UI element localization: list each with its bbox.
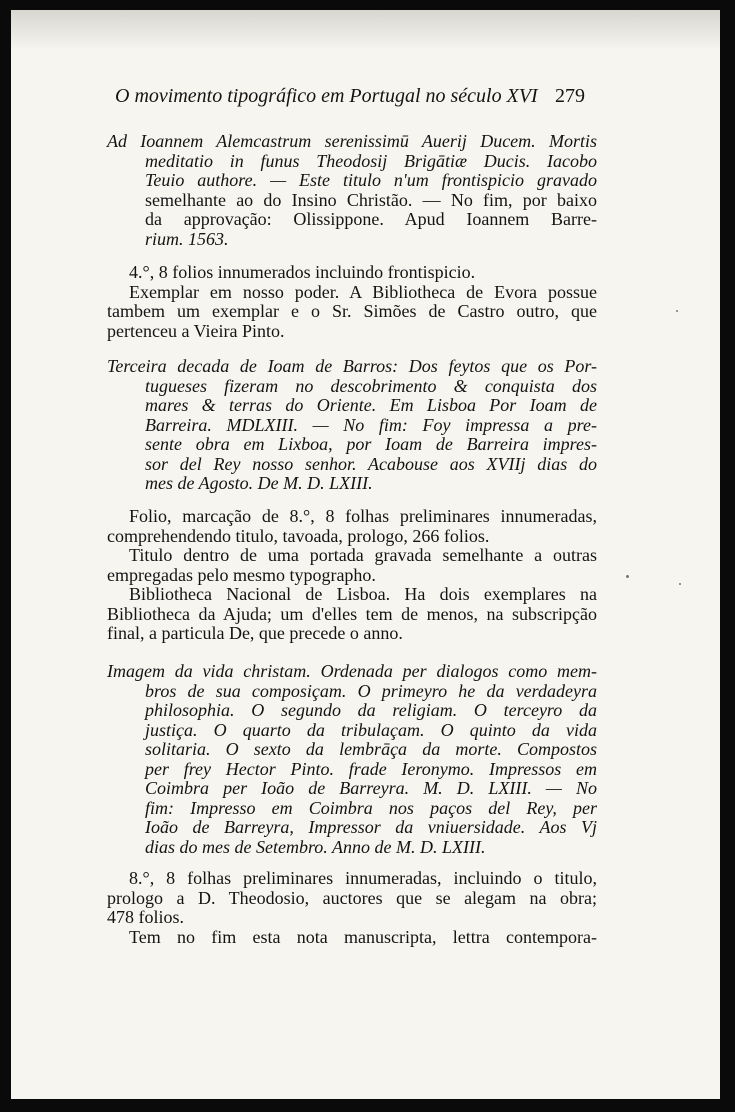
page-number: 279 (555, 85, 585, 107)
entry-title-line: Terceira decada de Ioam de Barros: Dos feytos que os Por- (107, 356, 597, 376)
description-line: comprehendendo titulo, tavoada, prologo, 266 folios. (107, 525, 490, 546)
entry-title-line: mes de Agosto. De M. D. LXIII. (145, 473, 373, 493)
description-line: prologo a D. Theodosio, auctores que se alegam na obra; (107, 887, 597, 908)
print-speck (679, 583, 681, 585)
print-speck (626, 575, 629, 578)
bibliographic-entry (107, 357, 597, 494)
description-line: Tem no fim esta nota manuscripta, lettra contempora- (129, 926, 597, 947)
entry-title-line: Ad Ioannem Alemcastrum serenissimū Auerij Ducem. Mortis (107, 131, 597, 151)
description-line: Bibliotheca da Ajuda; um d'elles tem de menos, na subscripção (107, 603, 597, 624)
description-line: Titulo dentro de uma portada gravada semelhante a outras (129, 545, 597, 565)
description-line: pertenceu a Vieira Pinto. (107, 320, 285, 341)
entry-title-line: semelhante ao do Insino Christão. — No fim, por baixo (145, 189, 597, 210)
bibliographic-entry (107, 132, 597, 249)
description-line: 8.°, 8 folhas preliminares innumeradas, incluindo o titulo, (129, 868, 597, 888)
book-page (11, 10, 720, 1099)
entry-title-line: per frey Hector Pinto. frade Ieronymo. Impressos em (145, 758, 597, 779)
entry-title-line: sente obra em Lixboa, por Ioam de Barreira impres- (145, 434, 597, 454)
description-line: Exemplar em nosso poder. A Bibliotheca de Evora possue (129, 281, 597, 302)
entry-title-line: mares & terras do Oriente. Em Lisboa Por Ioam de (145, 395, 597, 415)
scan-shadow (11, 10, 720, 50)
entry-title-line: tugueses fizeram no descobrimento & conquista dos (145, 375, 597, 396)
entry-title-line: da approvação: Olissippone. Apud Ioannem Barre- (145, 209, 597, 229)
entry-title-line: philosophia. O segundo da religiam. O terceyro da (145, 700, 597, 720)
description-line: 4.°, 8 folios innumerados incluindo frontispicio. (129, 262, 476, 282)
bibliographic-entry (107, 662, 597, 857)
entry-title-line: Barreira. MDLXIII. — No fim: Foy impressa a pre- (145, 414, 597, 435)
description-line: Folio, marcação de 8.°, 8 folhas preliminares innumeradas, (129, 506, 597, 526)
entry-title-line: Teuio authore. — Este titulo n'um frontispicio gravado (145, 170, 597, 190)
entry-title-line: meditatio in funus Theodosij Brigātiæ Ducis. Iacobo (145, 150, 597, 171)
running-head (115, 85, 585, 108)
description-line: empregadas pelo mesmo typographo. (107, 564, 376, 585)
entry-description (107, 869, 597, 947)
entry-title-line: justiça. O quarto da tribulaçam. O quinto da vida (145, 719, 597, 740)
print-speck (676, 310, 678, 312)
entry-title-line: Imagem da vida christam. Ordenada per dialogos como mem- (107, 661, 597, 681)
entry-description (107, 507, 597, 644)
entry-title-line: fim: Impresso em Coimbra nos paços del Rey, per (145, 797, 597, 818)
entry-title-line: Coimbra per Ioão de Barreyra. M. D. LXIII. — No (145, 778, 597, 798)
entry-title-line: dias do mes de Setembro. Anno de M. D. LXIII. (145, 836, 486, 857)
entry-description (107, 263, 597, 341)
description-line: final, a particula De, que precede o anno. (107, 623, 403, 643)
description-line: Bibliotheca Nacional de Lisboa. Ha dois exemplares na (129, 584, 597, 604)
description-line: tambem um exemplar e o Sr. Simões de Castro outro, que (107, 301, 597, 321)
entry-title-line: sor del Rey nosso senhor. Acabouse aos XVIIj dias do (145, 453, 597, 474)
description-line: 478 folios. (107, 907, 185, 927)
entry-title-line: solitaria. O sexto da lembrāça da morte. Compostos (145, 739, 597, 759)
entry-title-line: bros de sua composiçam. O primeyro he da verdadeyra (145, 680, 597, 701)
entry-title-line: rium. 1563. (145, 228, 229, 249)
running-title: O movimento tipográfico em Portugal no século XVI (115, 85, 538, 107)
entry-title-line: Ioão de Barreyra, Impressor da vniuersidade. Aos Vj (145, 817, 597, 837)
